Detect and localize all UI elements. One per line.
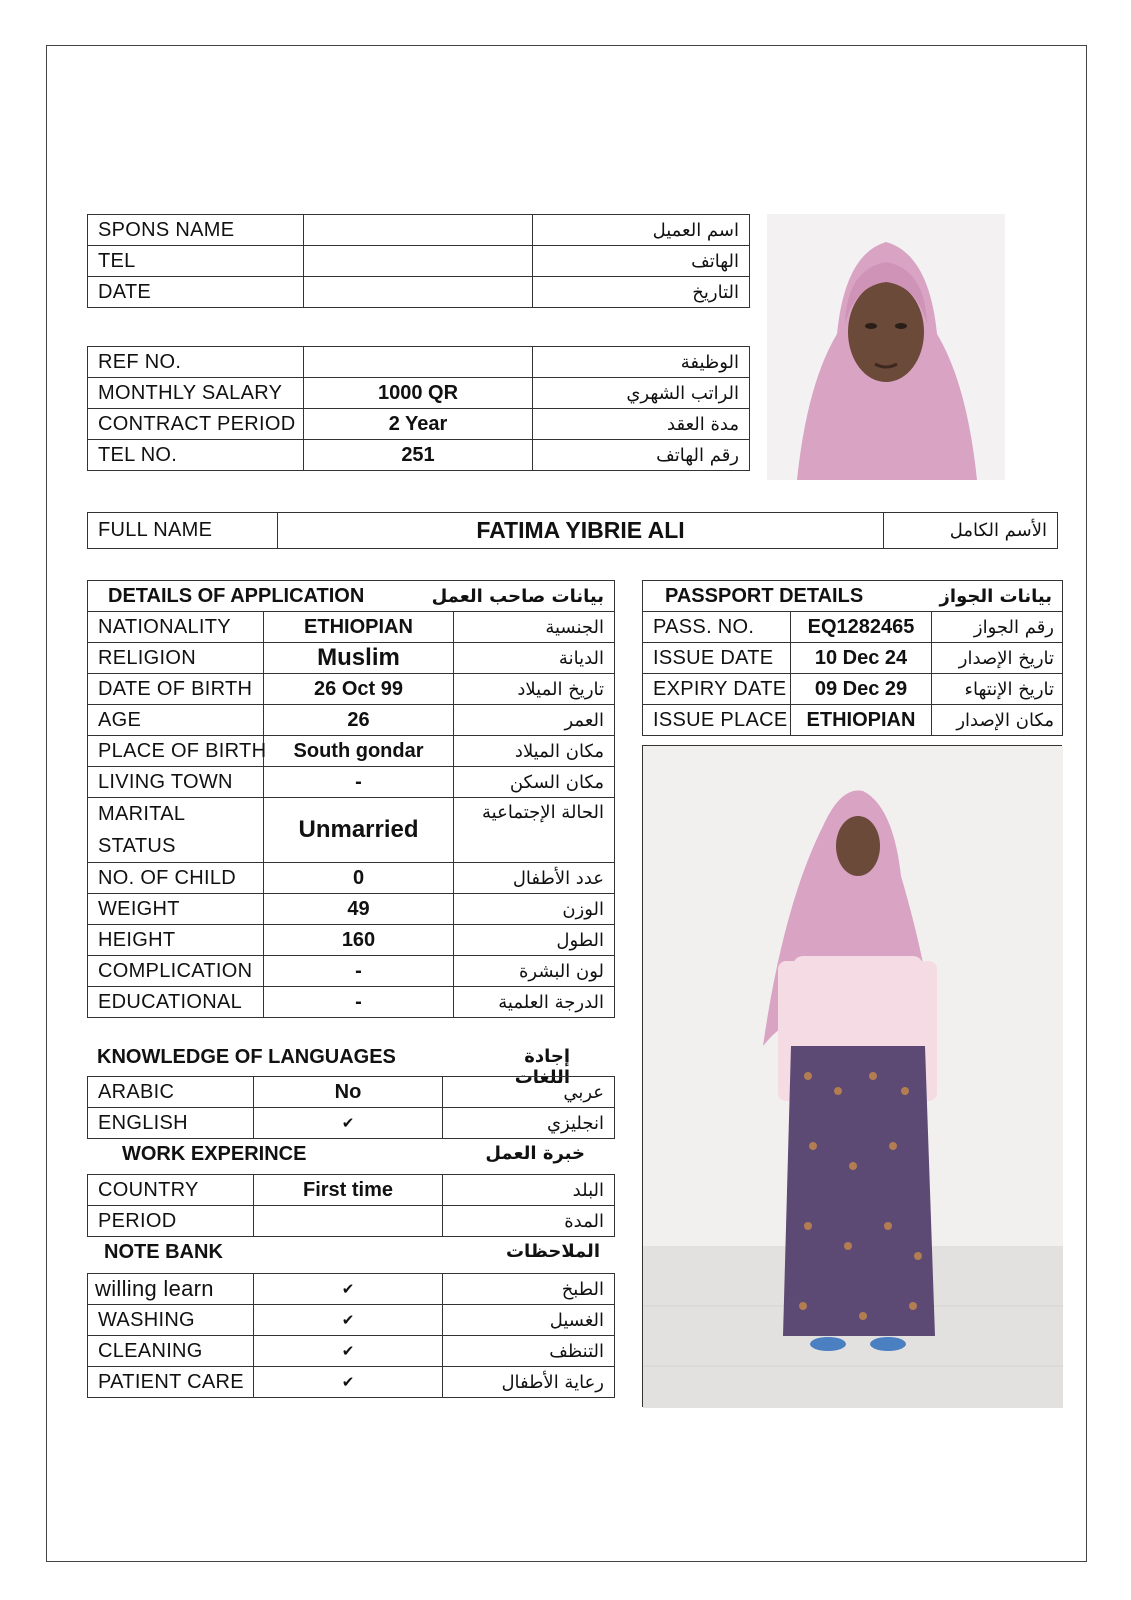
row-label: CONTRACT PERIOD: [88, 409, 304, 440]
table-row: [88, 956, 615, 987]
row-label-arabic: مكان السكن: [454, 767, 615, 798]
nationality-value: ETHIOPIAN: [264, 612, 454, 643]
table-row: [88, 277, 750, 308]
passport-table: [642, 580, 1063, 736]
height-value: 160: [264, 925, 454, 956]
row-label: LIVING TOWN: [88, 767, 264, 798]
row-label-arabic: الديانة: [454, 643, 615, 674]
row-label-arabic: الطبخ: [443, 1274, 615, 1305]
row-label: AGE: [88, 705, 264, 736]
row-label: ISSUE PLACE: [643, 705, 791, 736]
row-label: WEIGHT: [88, 894, 264, 925]
application-table: [87, 580, 615, 1018]
country-value: First time: [254, 1175, 443, 1206]
row-label-arabic: التاريخ: [533, 277, 750, 308]
table-row: [88, 612, 615, 643]
row-label-arabic: التنظف: [443, 1336, 615, 1367]
row-label-arabic: الهاتف: [533, 246, 750, 277]
row-label-arabic: المدة: [443, 1206, 615, 1237]
table-row: [88, 347, 750, 378]
notes-table: [87, 1273, 615, 1398]
marital-status-value: Unmarried: [264, 798, 454, 863]
row-label-arabic: رقم الجواز: [932, 612, 1063, 643]
row-label: COUNTRY: [88, 1175, 254, 1206]
sponsor-table: [87, 214, 750, 308]
table-row: [88, 1336, 615, 1367]
table-row: [88, 894, 615, 925]
row-value: 2 Year: [304, 409, 533, 440]
full-name-label-arabic: الأسم الكامل: [884, 513, 1058, 549]
row-label: PASS. NO.: [643, 612, 791, 643]
languages-title: KNOWLEDGE OF LANGUAGES: [97, 1046, 396, 1068]
section-title-arabic: بيانات صاحب العمل: [454, 581, 615, 612]
row-value: 251: [304, 440, 533, 471]
row-label-arabic: الجنسية: [454, 612, 615, 643]
row-label-arabic: تاريخ الميلاد: [454, 674, 615, 705]
row-label: NATIONALITY: [88, 612, 264, 643]
row-label-arabic: الطول: [454, 925, 615, 956]
table-row: [88, 1108, 615, 1139]
educational-value: -: [264, 987, 454, 1018]
row-label-arabic: الراتب الشهري: [533, 378, 750, 409]
section-title: DETAILS OF APPLICATION: [88, 581, 454, 612]
row-label: EDUCATIONAL: [88, 987, 264, 1018]
table-row: [643, 674, 1063, 705]
row-label: EXPIRY DATE: [643, 674, 791, 705]
complication-value: -: [264, 956, 454, 987]
row-label: PERIOD: [88, 1206, 254, 1237]
languages-table: [87, 1076, 615, 1139]
table-row: [88, 1175, 615, 1206]
row-value: [304, 347, 533, 378]
row-label: ENGLISH: [88, 1108, 254, 1139]
row-label-arabic: الوزن: [454, 894, 615, 925]
expiry-date-value: 09 Dec 29: [791, 674, 932, 705]
dob-value: 26 Oct 99: [264, 674, 454, 705]
row-label: TEL: [88, 246, 304, 277]
table-row: [88, 767, 615, 798]
row-label-arabic: الغسيل: [443, 1305, 615, 1336]
full-name-label: FULL NAME: [88, 513, 278, 549]
full-body-photo: [642, 745, 1062, 1407]
check-icon: ✔: [254, 1305, 443, 1336]
marital-label-line2: STATUS: [98, 835, 176, 857]
row-label-arabic: عربي: [443, 1077, 615, 1108]
place-of-birth-value: South gondar: [264, 736, 454, 767]
table-row: [643, 643, 1063, 674]
table-row: [88, 215, 750, 246]
row-label-arabic: عدد الأطفال: [454, 863, 615, 894]
row-label-arabic: الحالة الإجتماعية: [454, 798, 615, 863]
row-label-arabic: مكان الإصدار: [932, 705, 1063, 736]
table-row: [88, 1274, 615, 1305]
table-row: [88, 513, 1058, 549]
table-row: [88, 378, 750, 409]
sponsor-name-field: [304, 215, 533, 246]
sponsor-tel-field: [304, 246, 533, 277]
row-label: TEL NO.: [88, 440, 304, 471]
row-label: DATE: [88, 277, 304, 308]
row-label-arabic: مدة العقد: [533, 409, 750, 440]
row-label: RELIGION: [88, 643, 264, 674]
check-icon: ✔: [254, 1367, 443, 1398]
issue-date-value: 10 Dec 24: [791, 643, 932, 674]
row-label: COMPLICATION: [88, 956, 264, 987]
table-row: [88, 1305, 615, 1336]
table-row: [643, 705, 1063, 736]
living-town-value: -: [264, 767, 454, 798]
row-label: willing learn: [88, 1274, 254, 1305]
row-label: DATE OF BIRTH: [88, 674, 264, 705]
table-row: [88, 674, 615, 705]
table-row: [88, 1367, 615, 1398]
table-row: [88, 987, 615, 1018]
section-title-arabic: بيانات الجواز: [932, 581, 1063, 612]
row-label-arabic: اسم العميل: [533, 215, 750, 246]
issue-place-value: ETHIOPIAN: [791, 705, 932, 736]
arabic-skill-value: No: [254, 1077, 443, 1108]
row-label: NO. OF CHILD: [88, 863, 264, 894]
religion-value: Muslim: [264, 643, 454, 674]
row-label: ISSUE DATE: [643, 643, 791, 674]
table-header: [88, 581, 615, 612]
row-label: REF NO.: [88, 347, 304, 378]
full-name-table: [87, 512, 1058, 549]
table-row: [88, 440, 750, 471]
weight-value: 49: [264, 894, 454, 925]
table-row: [88, 1077, 615, 1108]
row-label: CLEANING: [88, 1336, 254, 1367]
table-row: [88, 409, 750, 440]
notes-title: NOTE BANK: [104, 1241, 223, 1263]
job-table: [87, 346, 750, 471]
notes-title-arabic: الملاحظات: [505, 1241, 600, 1262]
row-label-arabic: البلد: [443, 1175, 615, 1206]
children-value: 0: [264, 863, 454, 894]
table-row: [88, 925, 615, 956]
table-header: [643, 581, 1063, 612]
check-icon: ✔: [254, 1274, 443, 1305]
portrait-photo: [767, 214, 1005, 480]
full-name-value: FATIMA YIBRIE ALI: [278, 513, 884, 549]
row-label-arabic: تاريخ الإنتهاء: [932, 674, 1063, 705]
age-value: 26: [264, 705, 454, 736]
table-row: [88, 705, 615, 736]
row-value: 1000 QR: [304, 378, 533, 409]
row-label-arabic: العمر: [454, 705, 615, 736]
row-label-arabic: رعاية الأطفال: [443, 1367, 615, 1398]
check-icon: ✔: [254, 1336, 443, 1367]
languages-title-arabic: إجادة اللغات: [514, 1046, 570, 1088]
table-row: [643, 612, 1063, 643]
row-label: PATIENT CARE: [88, 1367, 254, 1398]
table-row: [88, 643, 615, 674]
table-row: [88, 736, 615, 767]
row-label: [88, 798, 264, 863]
period-value: [254, 1206, 443, 1237]
english-check-icon: ✔: [254, 1108, 443, 1139]
row-label-arabic: انجليزي: [443, 1108, 615, 1139]
experience-title: WORK EXPERINCE: [122, 1143, 307, 1165]
table-row: [88, 1206, 615, 1237]
row-label: WASHING: [88, 1305, 254, 1336]
section-title: PASSPORT DETAILS: [643, 581, 932, 612]
experience-title-arabic: خبرة العمل: [485, 1143, 585, 1164]
sponsor-date-field: [304, 277, 533, 308]
experience-table: [87, 1174, 615, 1237]
row-label: HEIGHT: [88, 925, 264, 956]
row-label-arabic: لون البشرة: [454, 956, 615, 987]
row-label-arabic: الدرجة العلمية: [454, 987, 615, 1018]
row-label-arabic: الوظيفة: [533, 347, 750, 378]
passport-number-value: EQ1282465: [791, 612, 932, 643]
row-label: SPONS NAME: [88, 215, 304, 246]
row-label: MONTHLY SALARY: [88, 378, 304, 409]
row-label-arabic: تاريخ الإصدار: [932, 643, 1063, 674]
row-label-arabic: مكان الميلاد: [454, 736, 615, 767]
row-label: PLACE OF BIRTH: [88, 736, 264, 767]
table-row: [88, 798, 615, 863]
table-row: [88, 246, 750, 277]
row-label: ARABIC: [88, 1077, 254, 1108]
marital-label-line1: MARITAL: [98, 803, 186, 825]
row-label-arabic: رقم الهاتف: [533, 440, 750, 471]
table-row: [88, 863, 615, 894]
